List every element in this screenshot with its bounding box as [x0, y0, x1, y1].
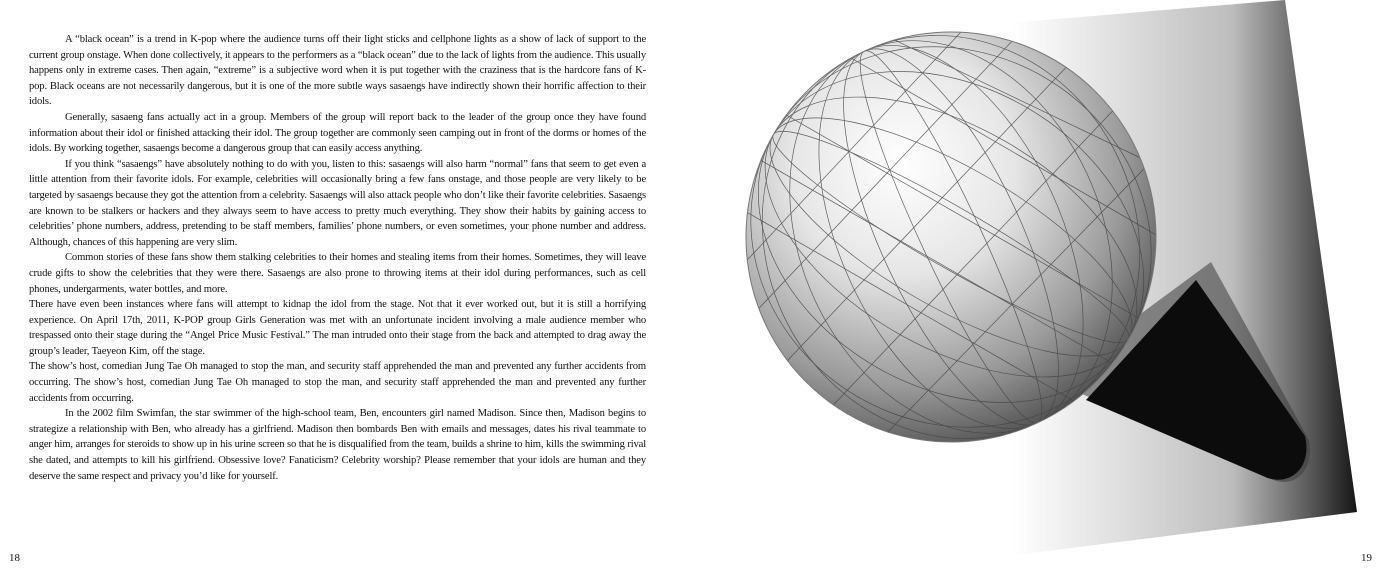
- paragraph: There have even been instances where fans will attempt to kidnap the idol from the stage. Not that it ever worked out, but it is still a horrifying experience. On April 17th, 2011, K-POP group Girls Generation was met with an unfortunate incident involving a male audience member who trespassed onto their stage during the “Angel Price Music Festival.” The man intruded onto their stage from the back and attempted to drag away the group’s leader, Taeyeon Kim, off the stage.: [29, 299, 646, 357]
- paragraph: A “black ocean” is a trend in K-pop where the audience turns off their light sticks and cellphone lights as a show of lack of support to the current group onstage. When done collectively, it appears to the performers as a “black ocean” due to the lack of lights from the audience. This usually happens only in extreme cases. Then again, “extreme” is a subjective word when it is put together with the craziness that is the hardcore fans of K-pop. Black oceans are not necessarily dangerous, but it is one of the more subtle ways sasaengs have indirectly shown their horrific affection to their idols.: [29, 34, 646, 108]
- page-number: 19: [1361, 552, 1372, 564]
- paragraph: Generally, sasaeng fans actually act in a group. Members of the group will report back to the leader of the group once they have found information about their idol or finished attacking their idol. The group together are commonly seen camping out in front of the dorms or homes of the idols. By working together, sasaengs become a dangerous group that can easily access anything.: [29, 111, 646, 155]
- article-body: [29, 32, 646, 484]
- paragraph: Common stories of these fans show them stalking celebrities to their homes and stealing items from their homes. Sometimes, they will leave crude gifts to show the celebrities that they were there. Sasaengs are also prone to throwing items at their idol during performances, such as cell phones, undergarments, water bottles, and more.: [29, 252, 646, 295]
- page-number: 18: [9, 552, 20, 564]
- paragraph: The show’s host, comedian Jung Tae Oh managed to stop the man, and security staff apprehended the man and prevented any further accidents from occurring. The show’s host, comedian Jung Tae Oh managed to stop the man, and security staff apprehended the man and prevented any further accidents from occurring.: [29, 361, 646, 404]
- paragraph: If you think “sasaengs” have absolutely nothing to do with you, listen to this: sasaengs will also harm “normal” fans that seem to get even a little attention from their favorite idols. For example, celebrities will occasionally bring a few fans onstage, and those people are very likely to be targeted by sasaengs because they got the attention from a celebrity. Sasaengs will also attack people who don’t like their favorite celebrities. Sasaengs are known to be stalkers or hackers and they always seem to have access to pretty much everything. They show their habits by gaining access to celebrities’ phone numbers, address, pretending to be staff members, families’ phone numbers, or even sometimes, your phone number and address. Although, chances of this happening are very slim.: [29, 158, 646, 248]
- paragraph: In the 2002 film Swimfan, the star swimmer of the high-school team, Ben, encounters girl named Madison. Since then, Madison begins to strategize a relationship with Ben, who already has a girlfriend. Madison then bombards Ben with emails and messages, dates his rival teammate to anger him, arranges for steroids to show up in his urine screen so that he is disqualified from the team, builds a shrine to him, kills the swimming rival she dated, and attempts to kill his girlfriend. Obsessive love? Fanaticism? Celebrity worship? Please remember that your idols are human and they deserve the same respect and privacy you’d like for yourself.: [29, 408, 646, 482]
- right-page: [691, 0, 1382, 582]
- microphone-illustration: [691, 0, 1382, 582]
